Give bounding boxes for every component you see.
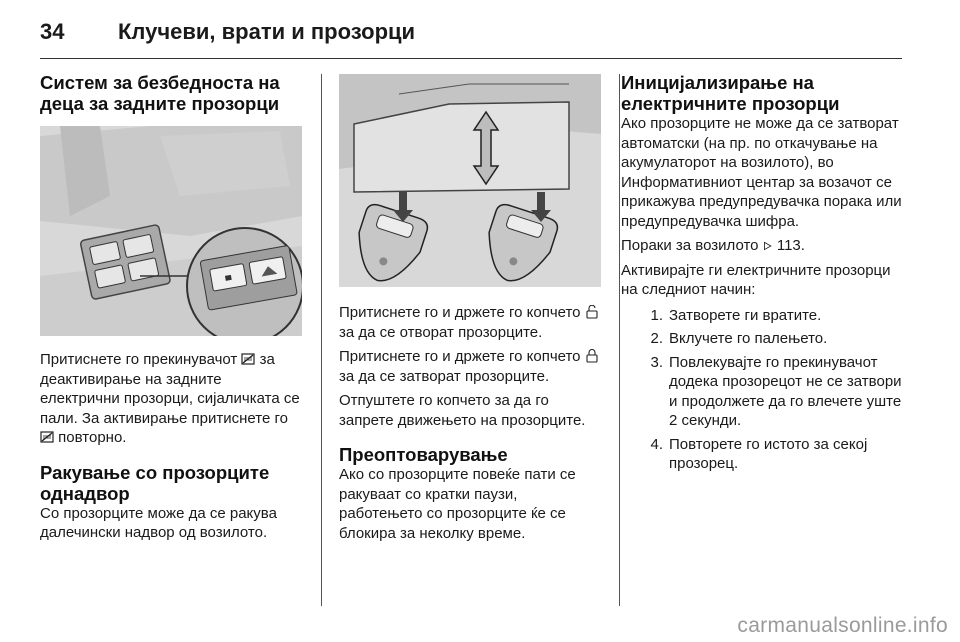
step-text: Повлекувајте го прекинувачот додека прозорецот не се затвори и продолжете да го влечете уште 2 секунди. bbox=[669, 353, 902, 429]
open-windows-text-1: Притиснете го и држете го копчето bbox=[339, 304, 585, 321]
chapter-title: Клучеви, врати и прозорци bbox=[118, 19, 416, 44]
overload-paragraph: Ако со прозорците повеќе пати се ракуваат со кратки паузи, работењето со прозорците ќе се блокира за неколку време. bbox=[339, 466, 576, 542]
column-divider bbox=[619, 74, 620, 606]
section-heading-initialization: Иницијализирање на електричните прозорци bbox=[621, 72, 840, 114]
list-item bbox=[621, 306, 903, 326]
key-remote-illustration bbox=[339, 74, 601, 287]
step-number: 4. bbox=[650, 435, 663, 453]
remote-operation-paragraph: Со прозорците може да се ракува далечински надвор од возилото. bbox=[40, 504, 277, 541]
close-windows-text-1: Притиснете го и држете го копчето bbox=[339, 348, 585, 365]
page-number: 34 bbox=[40, 19, 65, 44]
child-lock-switch-icon bbox=[241, 352, 255, 366]
list-item bbox=[621, 329, 903, 349]
child-lock-text-1: Притиснете го прекинувачот bbox=[40, 351, 242, 368]
list-item bbox=[621, 353, 903, 431]
column-right bbox=[621, 72, 903, 478]
step-text: Затворете ги вратите. bbox=[669, 306, 822, 324]
close-windows-paragraph bbox=[339, 347, 603, 386]
watermark: carmanualsonline.info bbox=[737, 614, 948, 637]
page-reference-triangle-icon bbox=[763, 240, 773, 252]
column-middle bbox=[339, 72, 603, 548]
child-lock-text-2: за деактивирање на задните електрични прозорци, сијаличката се пали. За активирање притиснете го bbox=[40, 351, 300, 427]
column-divider bbox=[321, 74, 322, 606]
step-number: 2. bbox=[650, 330, 663, 347]
section-heading-remote-operation: Ракување со прозорците однадвор bbox=[40, 461, 270, 504]
open-windows-text-2: за да се отворат прозорците. bbox=[339, 323, 543, 341]
open-windows-paragraph bbox=[339, 303, 603, 342]
page-reference-number[interactable]: 113 bbox=[776, 237, 801, 254]
initialization-steps-list bbox=[621, 306, 903, 474]
step-number: 1. bbox=[650, 306, 663, 324]
door-switch-illustration bbox=[40, 126, 302, 336]
activation-intro-paragraph: Активирајте ги електричните прозорци на следниот начин: bbox=[621, 261, 891, 298]
step-number: 3. bbox=[650, 353, 663, 371]
step-text: Повторете го истото за секој прозорец. bbox=[669, 435, 868, 472]
header-rule bbox=[40, 58, 902, 59]
column-left bbox=[40, 72, 305, 548]
section-heading-child-safety: Систем за безбедноста на деца за задните прозорци bbox=[40, 72, 280, 114]
child-lock-text-3: повторно. bbox=[54, 429, 127, 446]
key-unlock-button-icon bbox=[585, 305, 599, 319]
key-lock-button-icon bbox=[585, 349, 599, 363]
page-header bbox=[40, 14, 902, 50]
list-item bbox=[621, 435, 903, 474]
child-lock-paragraph bbox=[40, 350, 305, 448]
release-button-paragraph: Отпуштете го копчето за да го запрете движењето на прозорците. bbox=[339, 392, 586, 429]
vehicle-messages-text: Пораки за возилото bbox=[621, 237, 763, 254]
child-lock-switch-icon bbox=[40, 430, 54, 444]
section-heading-overload: Преоптоварување bbox=[339, 444, 508, 465]
close-windows-text-2: за да се затворат прозорците. bbox=[339, 367, 550, 385]
vehicle-messages-reference bbox=[621, 236, 903, 256]
reference-end: . bbox=[800, 237, 805, 254]
step-text: Вклучете го палењето. bbox=[669, 330, 828, 347]
initialization-paragraph: Ако прозорците не може да се затворат автоматски (на пр. по откачување на акумулаторот на возилото), во Информативниот центар за возачот се прикажува предупредувачка порака или предупредувачка шифра. bbox=[621, 115, 902, 230]
